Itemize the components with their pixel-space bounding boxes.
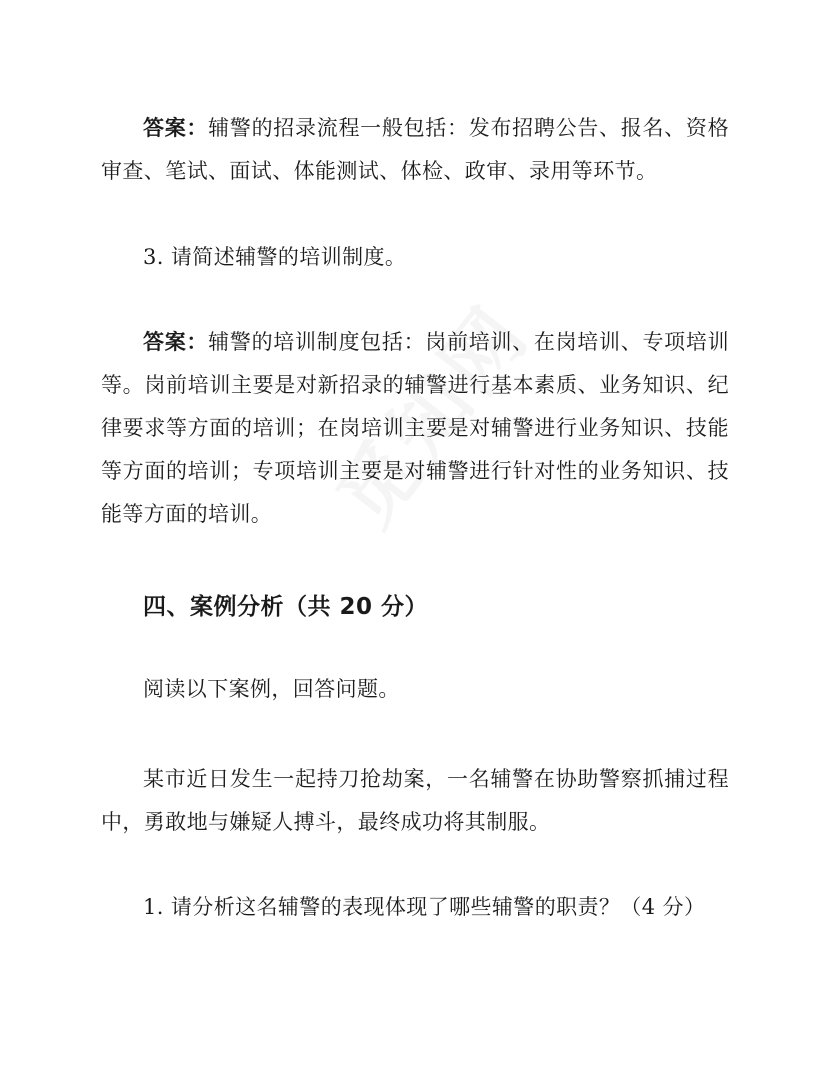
answer-2-paragraph	[101, 106, 729, 193]
answer-3-paragraph	[101, 320, 729, 536]
answer-text: 辅警的招录流程一般包括：发布招聘公告、报名、资格审查、笔试、面试、体能测试、体检、政审、录用等环节。	[101, 116, 729, 183]
question-3: 3. 请简述辅警的培训制度。	[143, 245, 407, 269]
answer-text: 辅警的培训制度包括：岗前培训、在岗培训、专项培训等。岗前培训主要是对新招录的辅警进行基本素质、业务知识、纪律要求等方面的培训；在岗培训主要是对辅警进行业务知识、技能等方面的培训；专项培训主要是对辅警进行针对性的业务知识、技能等方面的培训。	[101, 330, 729, 526]
section-heading: 四、案例分析（共 20 分）	[143, 594, 429, 620]
instruction-text: 阅读以下案例，回答问题。	[143, 677, 400, 701]
answer-label: 答案：	[143, 329, 209, 354]
case-question-1: 1. 请分析这名辅警的表现体现了哪些辅警的职责？（4 分）	[143, 895, 706, 919]
case-paragraph: 某市近日发生一起持刀抢劫案，一名辅警在协助警察抓捕过程中，勇敢地与嫌疑人搏斗，最终成功将其制服。	[101, 767, 729, 834]
answer-label: 答案：	[143, 115, 209, 140]
